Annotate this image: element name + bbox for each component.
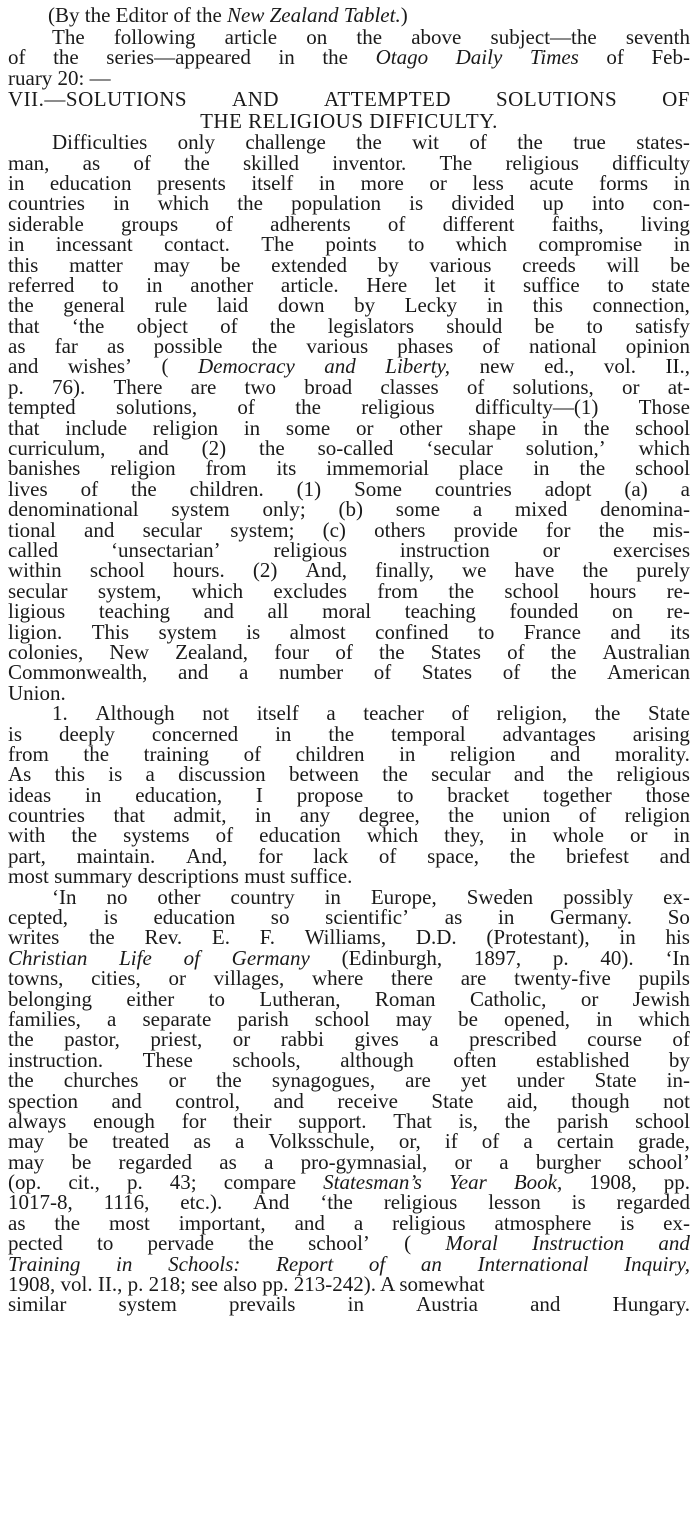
body-line: always enough for their support. That is, the parish school	[8, 1108, 690, 1133]
editor-byline: (By the Editor of the New Zealand Tablet.)	[48, 3, 408, 27]
intro-paragraph	[8, 27, 690, 88]
body-line: that ‘the object of the legislators should be to satisfy	[8, 313, 690, 338]
body-line: the churches or the synagogues, are yet under State in-	[8, 1068, 690, 1093]
body-line: curriculum, and (2) the so-called ‘secular solution,’ which	[8, 436, 690, 461]
body-line: similar system prevails in Austria and Hungary.	[8, 1292, 690, 1317]
body-line: cepted, is education so scientific’ as in Germany. So	[8, 905, 690, 930]
body-line: part, maintain. And, for lack of space, the briefest and	[8, 843, 690, 868]
body-line: that include religion in some or other shape in the school	[8, 415, 690, 440]
body-line: the general rule laid down by Lecky in this connection,	[8, 293, 690, 318]
body-line: siderable groups of adherents of different faiths, living	[8, 211, 690, 236]
body-line: may be treated as a Volksschule, or, if of a certain grade,	[8, 1129, 690, 1154]
body-line: Commonwealth, and a number of States of the American	[8, 660, 690, 685]
body-line: is deeply concerned in the temporal advantages arising	[8, 721, 690, 746]
body-line: ligious teaching and all moral teaching founded on re-	[8, 599, 690, 624]
body-line: man, as of the skilled inventor. The religious difficulty	[8, 150, 690, 175]
paragraph-start-line: Difficulties only challenge the wit of the true states-	[52, 130, 690, 155]
body-line: countries in which the population is divided up into con-	[8, 191, 690, 216]
body-line: within school hours. (2) And, finally, we have the purely	[8, 558, 690, 583]
body-line: As this is a discussion between the secular and the religious	[8, 762, 690, 787]
body-line: in education presents itself in more or less acute forms in	[8, 170, 690, 195]
article-heading	[8, 88, 690, 132]
body-line: spection and control, and receive State aid, though not	[8, 1088, 690, 1113]
body-line: colonies, New Zealand, four of the States of the Australian	[8, 639, 690, 664]
body-line: this matter may be extended by various creeds will be	[8, 252, 690, 277]
body-line: may be regarded as a pro-gymnasial, or a burgher school’	[8, 1149, 690, 1174]
body-line: as the most important, and a religious atmosphere is ex-	[8, 1210, 690, 1235]
body-line: (op. cit., p. 43; compare Statesman’s Year Book, 1908, pp.	[8, 1170, 690, 1195]
body-line: from the training of children in religion and morality.	[8, 741, 690, 766]
body-line: with the systems of education which they, in whole or in	[8, 823, 690, 848]
body-line: Union.	[8, 680, 66, 705]
intro-line: of the series—appeared in the Otago Daily Times of Feb-	[8, 45, 690, 70]
article-body	[8, 132, 690, 1315]
body-line: secular system, which excludes from the school hours re-	[8, 578, 690, 603]
body-line: and wishes’ ( Democracy and Liberty, new ed., vol. II.,	[8, 354, 690, 379]
body-line: tempted solutions, of the religious difficulty—(1) Those	[8, 395, 690, 420]
body-line: banishes religion from its immemorial place in the school	[8, 456, 690, 481]
body-line: ideas in education, I propose to bracket together those	[8, 782, 690, 807]
body-line: denominational system only; (b) some a mixed denomina-	[8, 497, 690, 522]
body-line: called ‘unsectarian’ religious instruction or exercises	[8, 537, 690, 562]
body-line: 1908, vol. II., p. 218; see also pp. 213-242). A somewhat	[8, 1272, 485, 1297]
heading-line: VII.—SOLUTIONS AND ATTEMPTED SOLUTIONS OF	[8, 87, 690, 112]
body-line: instruction. These schools, although often established by	[8, 1047, 690, 1072]
body-line: countries that admit, in any degree, the union of religion	[8, 803, 690, 828]
intro-line: ruary 20: —	[8, 65, 111, 90]
body-line: p. 76). There are two broad classes of solutions, or at-	[8, 374, 690, 399]
body-line: most summary descriptions must suffice.	[8, 864, 353, 889]
body-line: Training in Schools: Report of an International Inquiry,	[8, 1251, 690, 1276]
body-line: towns, cities, or villages, where there are twenty-five pupils	[8, 966, 690, 991]
intro-line: The following article on the above subject—the seventh	[52, 25, 690, 49]
body-line: pected to pervade the school’ ( Moral Instruction and	[8, 1231, 690, 1256]
body-line: the pastor, priest, or rabbi gives a prescribed course of	[8, 1027, 690, 1052]
body-line: 1017-8, 1116, etc.). And ‘the religious lesson is regarded	[8, 1190, 690, 1215]
body-line: writes the Rev. E. F. Williams, D.D. (Protestant), in his	[8, 925, 690, 950]
body-line: ligion. This system is almost confined to France and its	[8, 619, 690, 644]
body-line: belonging either to Lutheran, Roman Catholic, or Jewish	[8, 986, 690, 1011]
body-line: in incessant contact. The points to which compromise in	[8, 232, 690, 257]
body-line: referred to in another article. Here let it suffice to state	[8, 272, 690, 297]
body-line: tional and secular system; (c) others provide for the mis-	[8, 517, 690, 542]
paragraph-start-line: ‘In no other country in Europe, Sweden possibly ex-	[52, 884, 690, 909]
heading-line: THE RELIGIOUS DIFFICULTY.	[200, 109, 498, 134]
body-line: lives of the children. (1) Some countries adopt (a) a	[8, 476, 690, 501]
body-line: Christian Life of Germany (Edinburgh, 1897, p. 40). ‘In	[8, 945, 690, 970]
body-line: as far as possible the various phases of national opinion	[8, 334, 690, 359]
paragraph-start-line: 1. Although not itself a teacher of religion, the State	[52, 701, 690, 726]
body-line: families, a separate parish school may be opened, in which	[8, 1006, 690, 1031]
